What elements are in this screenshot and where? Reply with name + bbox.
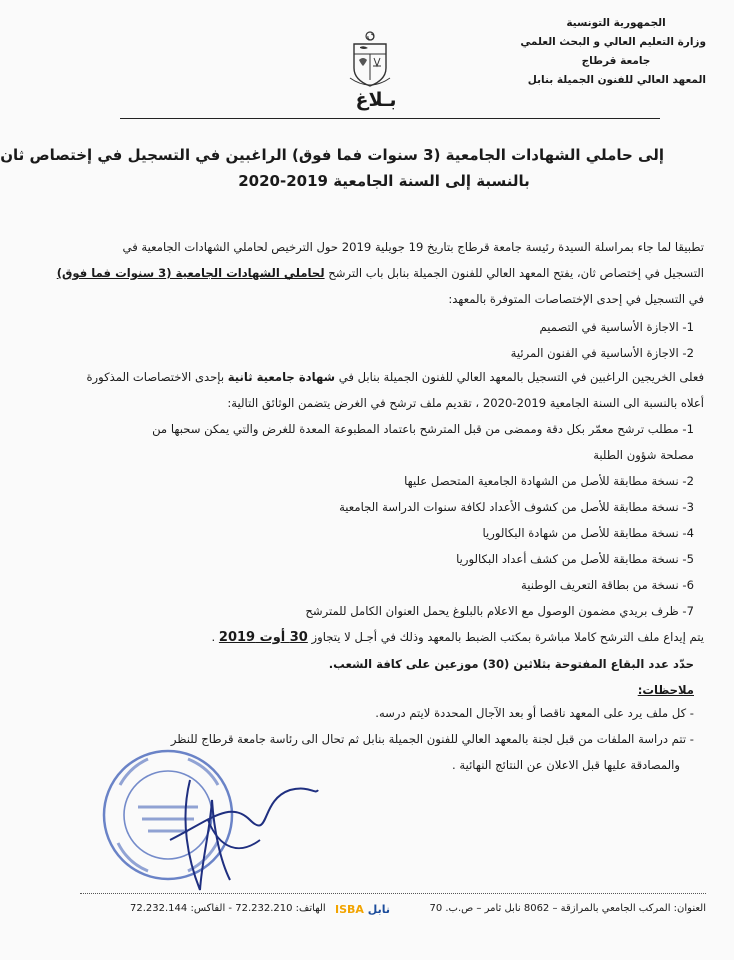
document-item-3: 3- نسخة مطابقة للأصل من كشوف الأعداد لكافة سنوات الدراسة الجامعية [339,500,694,514]
document-item-5: 5- نسخة مطابقة للأصل من كشف أعداد البكالوريا [456,552,694,566]
deadline-line [78,624,704,651]
notes-title: ملاحظات: [637,683,694,697]
document-item-1: 1- مطلب ترشح معمّر بكل دقة وممضى من قبل المترشح باعتماد المطبوعة المعدة للغرض والتي يمكن سحبها من [152,422,694,436]
application-line-1-end: بإحدى الاختصاصات المذكورة [86,370,228,384]
note-item-1: - كل ملف يرد على المعهد ناقصا أو بعد الآجال المحددة لايتم درسه. [375,706,694,720]
notice-heading: بـلاغ [355,89,397,111]
application-line-1 [78,364,704,390]
deadline-text: يتم إيداع ملف الترشح كاملا مباشرة بمكتب الضبط بالمعهد وذلك في أجـل لا يتجاوز [307,630,704,644]
signature [150,760,320,900]
intro-line-3: في التسجيل في إحدى الإختصاصات المتوفرة بالمعهد: [448,292,704,306]
letterhead-ministry: وزارة التعليم العالي و البحث العلمي [520,36,706,48]
letterhead-university: جامعة قرطاج [581,55,651,67]
application-line-2: أعلاه بالنسبة الى السنة الجامعية 2019-2020 ، تقديم ملف ترشح في الغرض يتضمن الوثائق التالية: [227,396,704,410]
tunisia-coat-of-arms-icon [344,30,396,88]
document-item-4: 4- نسخة مطابقة للأصل من شهادة البكالوريا [482,526,694,540]
intro-line-2-text: التسجيل في إختصاص ثان، يفتح المعهد العالي للفنون الجميلة بنابل باب الترشح [324,266,704,280]
note-item-2-continued: والمصادقة عليها قبل الاعلان عن النتائج النهائية . [452,758,680,772]
document-item-1-continued: مصلحة شؤون الطلبة [593,448,694,462]
required-documents-list [78,416,694,624]
intro-line-1: تطبيقا لما جاء بمراسلة السيدة رئيسة جامعة قرطاج بتاريخ 19 جويلية 2019 حول الترخيص لحاملي الشهادات الجامعية في [122,240,704,254]
logo-text-latin: ISBA [335,903,364,916]
specialty-item-visual-arts: 2- الاجازة الأساسية في الفنون المرئية [510,346,694,360]
document-item-2: 2- نسخة مطابقة للأصل من الشهادة الجامعية المتحصل عليها [404,474,694,488]
notice-title-line2: بالنسبة إلى السنة الجامعية 2019-2020 [238,172,530,190]
intro-target-audience: لحاملي الشهادات الجامعية (3 سنوات فما فوق) [56,266,325,280]
footer-address: العنوان: المركب الجامعي بالمرازقة – 8062 نابل ثامر – ص.ب. 70 [429,903,706,914]
heading-divider [120,118,660,119]
note-item-2: - تتم دراسة الملفات من قبل لجنة بالمعهد العالي للفنون الجميلة بنابل ثم تحال الى رئاسة جامعة قرطاج للنظر [170,732,694,746]
footer-divider [80,893,706,894]
deadline-paragraph [78,624,704,703]
document-item-7: 7- ظرف بريدي مضمون الوصول مع الاعلام بالبلوغ يحمل العنوان الكامل للمترشح [305,604,694,618]
footer-phone-fax: الهاتف: 72.232.210 - الفاكس: 72.232.144 [130,903,326,914]
specialty-item-design: 1- الاجازة الأساسية في التصميم [539,320,694,334]
letterhead [486,14,706,90]
letterhead-country: الجمهورية التونسية [566,17,666,29]
application-line-1-start: فعلى الخريجين الراغبين في التسجيل بالمعهد العالي للفنون الجميلة بنابل في [335,370,704,384]
second-degree-emphasis: شهادة جامعية ثانية [227,370,336,384]
application-paragraph [78,364,704,416]
institute-logo [335,903,390,916]
intro-line-2 [56,260,704,286]
intro-paragraph [56,234,704,312]
notice-title-line1: إلى حاملي الشهادات الجامعية (3 سنوات فما فوق) الراغبين في التسجيل في إختصاص ثان [0,146,664,164]
logo-text-arabic: نابل [367,903,390,916]
deadline-date: 30 أوت 2019 [218,630,308,645]
specialties-list [94,314,694,366]
letterhead-institute: المعهد العالي للفنون الجميلة بنابل [527,74,706,86]
document-item-6: 6- نسخة من بطاقة التعريف الوطنية [521,578,694,592]
seats-statement: حدّد عدد البقاع المفتوحة بثلاثين (30) موزعين على كافة الشعب. [328,657,694,671]
notice-title [0,142,664,194]
deadline-end: . [211,630,219,644]
